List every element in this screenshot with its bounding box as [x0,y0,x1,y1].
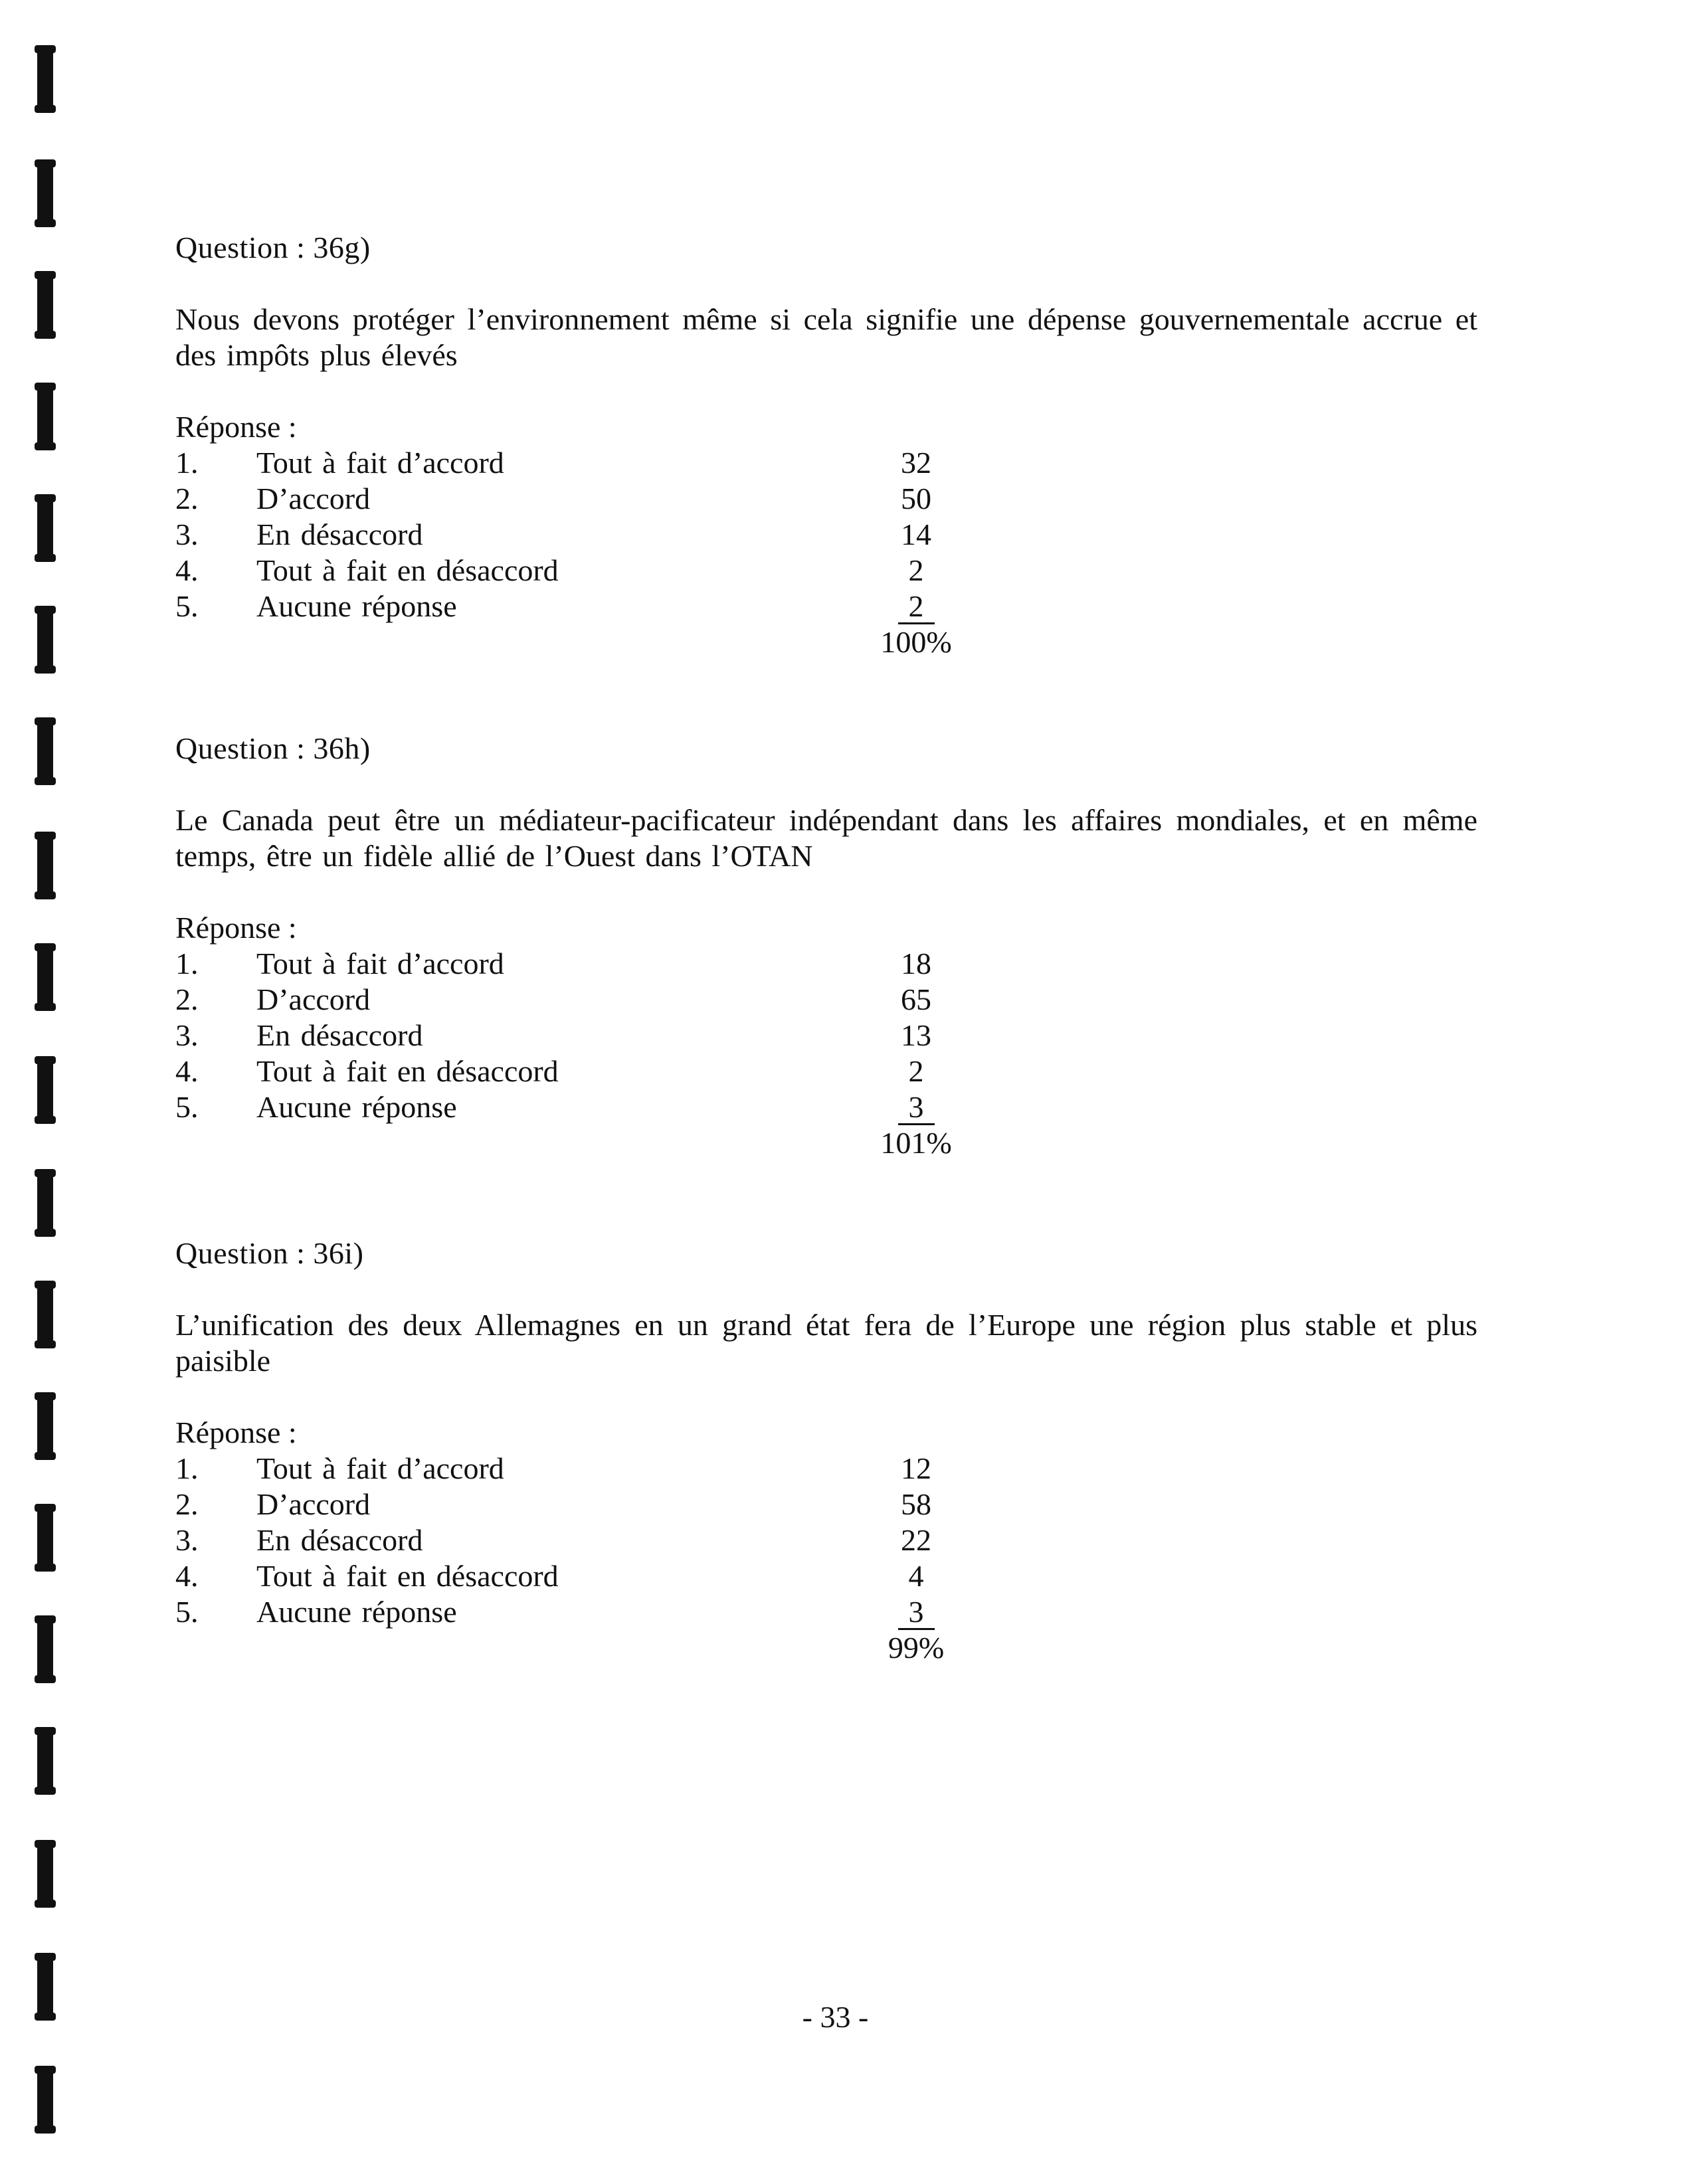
answer-label: Aucune réponse [256,1090,457,1124]
total-row [175,1125,973,1161]
answer-row [175,1487,973,1522]
answer-value: 2 [898,591,935,624]
binding-hole [37,1615,53,1683]
answer-row [175,1522,973,1558]
answer-number: 2. [175,982,199,1016]
answer-row [175,1053,973,1089]
answer-value: 22 [901,1523,931,1557]
answer-label: Tout à fait d’accord [256,947,504,980]
answer-row [175,481,973,517]
answer-label: D’accord [256,982,371,1016]
answer-value: 4 [908,1559,924,1593]
answer-number: 5. [175,1595,199,1629]
total-row [175,1630,973,1666]
answer-number: 4. [175,1054,199,1088]
answer-list [175,946,973,1125]
answer-number: 1. [175,446,199,480]
response-label: Réponse : [175,911,297,945]
question-block-36i [175,1235,1477,1666]
answer-number: 3. [175,1523,199,1557]
answer-list [175,1451,973,1630]
page-number [0,1999,1692,2035]
question-block-36g [175,230,1477,660]
answer-row [175,1594,973,1630]
question-title: Question : 36i) [175,1236,364,1270]
answer-row [175,517,973,553]
answer-label: En désaccord [256,1523,423,1557]
total-row [175,624,973,660]
answer-number: 5. [175,589,199,623]
answer-number: 2. [175,482,199,515]
total-value: 100% [880,625,952,659]
answer-number: 4. [175,1559,199,1593]
binding-hole [37,2066,53,2134]
question-text: Le Canada peut être un médiateur-pacificateur indépendant dans les affaires mondiales, et en même temps, être un fidèle allié de l’Ouest dans l’OTAN [175,803,1477,873]
answer-number: 3. [175,517,199,551]
binding-hole [37,159,53,227]
answer-row [175,445,973,481]
answer-value: 3 [898,1091,935,1125]
question-title: Question : 36g) [175,230,371,264]
question-text: L’unification des deux Allemagnes en un grand état fera de l’Europe une région plus stable et plus paisible [175,1308,1477,1378]
answer-value: 58 [901,1487,931,1521]
answer-value: 2 [908,553,924,587]
question-title: Question : 36h) [175,731,371,765]
binding-hole [37,271,53,339]
binding-hole [37,1392,53,1460]
answer-label: Aucune réponse [256,589,457,623]
answer-number: 5. [175,1090,199,1124]
binding-hole [37,943,53,1011]
response-label: Réponse : [175,1415,297,1449]
response-label: Réponse : [175,410,297,444]
answer-row [175,553,973,589]
answer-row [175,1018,973,1053]
binding-hole [37,1281,53,1348]
binding-hole [37,1840,53,1908]
answer-label: Aucune réponse [256,1595,457,1629]
answer-label: Tout à fait en désaccord [256,1559,559,1593]
page-number-text: - 33 - [802,2000,869,2034]
binding-hole [37,1169,53,1237]
answer-number: 1. [175,947,199,980]
answer-row [175,589,973,624]
total-value: 101% [880,1126,952,1160]
binding-hole [37,494,53,562]
answer-value-cell [866,1089,966,1125]
question-block-36h [175,731,1477,1161]
answer-number: 1. [175,1451,199,1485]
answer-row [175,982,973,1018]
binding-hole [37,1727,53,1795]
total-value: 99% [888,1631,945,1665]
answer-value: 14 [901,517,931,551]
answer-value: 2 [908,1054,924,1088]
answer-value: 50 [901,482,931,515]
answer-number: 4. [175,553,199,587]
answer-label: D’accord [256,482,371,515]
answer-label: En désaccord [256,517,423,551]
answer-label: Tout à fait en désaccord [256,1054,559,1088]
binding-hole [37,1056,53,1124]
binding-hole [37,383,53,450]
answer-row [175,1089,973,1125]
answer-label: En désaccord [256,1018,423,1052]
answer-list [175,445,973,624]
answer-label: Tout à fait d’accord [256,1451,504,1485]
answer-label: Tout à fait en désaccord [256,553,559,587]
answer-number: 2. [175,1487,199,1521]
answer-value-cell [866,1594,966,1630]
binding-hole [37,832,53,899]
binding-holes [0,0,80,2184]
answer-row [175,1451,973,1487]
answer-number: 3. [175,1018,199,1052]
answer-value: 18 [901,947,931,980]
answer-label: D’accord [256,1487,371,1521]
answer-value: 12 [901,1451,931,1485]
binding-hole [37,606,53,674]
binding-hole [37,1504,53,1572]
answer-label: Tout à fait d’accord [256,446,504,480]
question-text: Nous devons protéger l’environnement même si cela signifie une dépense gouvernementale accrue et des impôts plus élevés [175,302,1477,372]
answer-value: 13 [901,1018,931,1052]
binding-hole [37,717,53,785]
answer-value-cell [866,589,966,624]
answer-value: 32 [901,446,931,480]
binding-hole [37,45,53,113]
answer-row [175,1558,973,1594]
answer-row [175,946,973,982]
answer-value: 65 [901,982,931,1016]
answer-value: 3 [898,1596,935,1630]
